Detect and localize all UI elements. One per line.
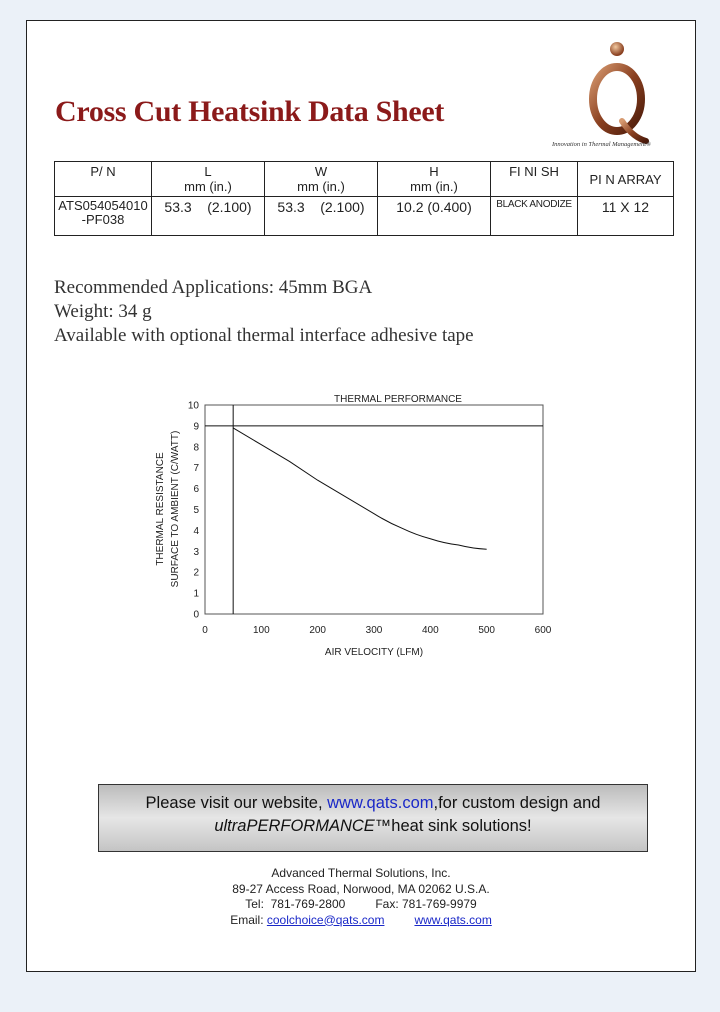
x-tick-label: 500 (478, 625, 496, 636)
website-banner (98, 784, 648, 852)
value-finish: BLACK ANODIZE (491, 197, 578, 236)
x-tick-label: 100 (252, 625, 270, 636)
banner-line1: Please visit our website, www.qats.com,for custom design and (145, 794, 601, 812)
fax: Fax: 781-769-9979 (375, 897, 477, 911)
recommended-applications: Recommended Applications: 45mm BGA (54, 277, 373, 298)
x-tick-label: 0 (202, 625, 208, 636)
spec-table (54, 161, 674, 236)
x-tick-label: 600 (534, 625, 552, 636)
header-length: L mm (in.) (152, 162, 265, 197)
y-tick-label: 7 (193, 463, 199, 475)
thermal-performance-chart (27, 381, 695, 681)
header-pin-array: PI N ARRAY (578, 162, 674, 197)
footer-website-link[interactable]: www.qats.com (414, 912, 492, 927)
y-tick-label: 6 (193, 484, 199, 496)
y-axis-label-line1: THERMAL RESISTANCE (155, 452, 166, 566)
x-tick-label: 400 (421, 625, 439, 636)
header-finish: FI NI SH (491, 162, 578, 197)
spec-value-row (55, 197, 674, 236)
y-tick-label: 8 (193, 442, 199, 454)
y-axis-label-line2: SURFACE TO AMBIENT (C/WATT) (170, 430, 181, 588)
value-pn: ATS054054010 -PF038 (55, 197, 152, 236)
header-width: W mm (in.) (265, 162, 378, 197)
header-height: H mm (in.) (378, 162, 491, 197)
optional-tape-note: Available with optional thermal interface adhesive tape (54, 325, 474, 346)
company-name: Advanced Thermal Solutions, Inc. (271, 866, 451, 880)
value-height: 10.2 (0.400) (378, 197, 491, 236)
page-title: Cross Cut Heatsink Data Sheet (55, 95, 445, 128)
banner-line2: ultraPERFORMANCE™heat sink solutions! (214, 817, 532, 835)
y-tick-label: 3 (193, 546, 199, 558)
value-width: 53.3 (2.100) (265, 197, 378, 236)
y-tick-label: 10 (187, 400, 199, 412)
performance-curve (233, 428, 486, 549)
chart-title: THERMAL PERFORMANCE (334, 394, 462, 405)
x-tick-label: 200 (309, 625, 327, 636)
company-address: 89-27 Access Road, Norwood, MA 02062 U.S.A. (232, 881, 490, 896)
y-tick-label: 1 (193, 588, 199, 600)
data-sheet-page (26, 20, 696, 972)
y-tick-label: 9 (193, 421, 199, 433)
weight: Weight: 34 g (54, 301, 152, 322)
y-tick-label: 2 (193, 567, 199, 579)
y-tick-label: 4 (193, 525, 199, 537)
x-axis-label: AIR VELOCITY (LFM) (324, 647, 424, 658)
application-notes (54, 276, 474, 348)
telephone: Tel: 781-769-2800 (245, 897, 346, 911)
value-pin-array: 11 X 12 (578, 197, 674, 236)
y-tick-label: 5 (193, 505, 199, 516)
contact-line: Email: coolchoice@qats.com www.qats.com (230, 912, 492, 927)
spec-header-row (55, 162, 674, 197)
logo-tagline: Innovation in Thermal Management® (552, 141, 651, 148)
x-tick-label: 300 (365, 625, 383, 636)
phone-fax-line (27, 897, 695, 913)
banner-website-link[interactable]: www.qats.com (327, 794, 434, 812)
header-pn: P/ N (55, 162, 152, 197)
value-length: 53.3 (2.100) (152, 197, 265, 236)
q-logo-icon (582, 39, 652, 149)
y-tick-label: 0 (193, 609, 199, 621)
plot-area (205, 405, 543, 614)
company-footer (27, 866, 695, 928)
email-link[interactable]: coolchoice@qats.com (266, 912, 385, 927)
